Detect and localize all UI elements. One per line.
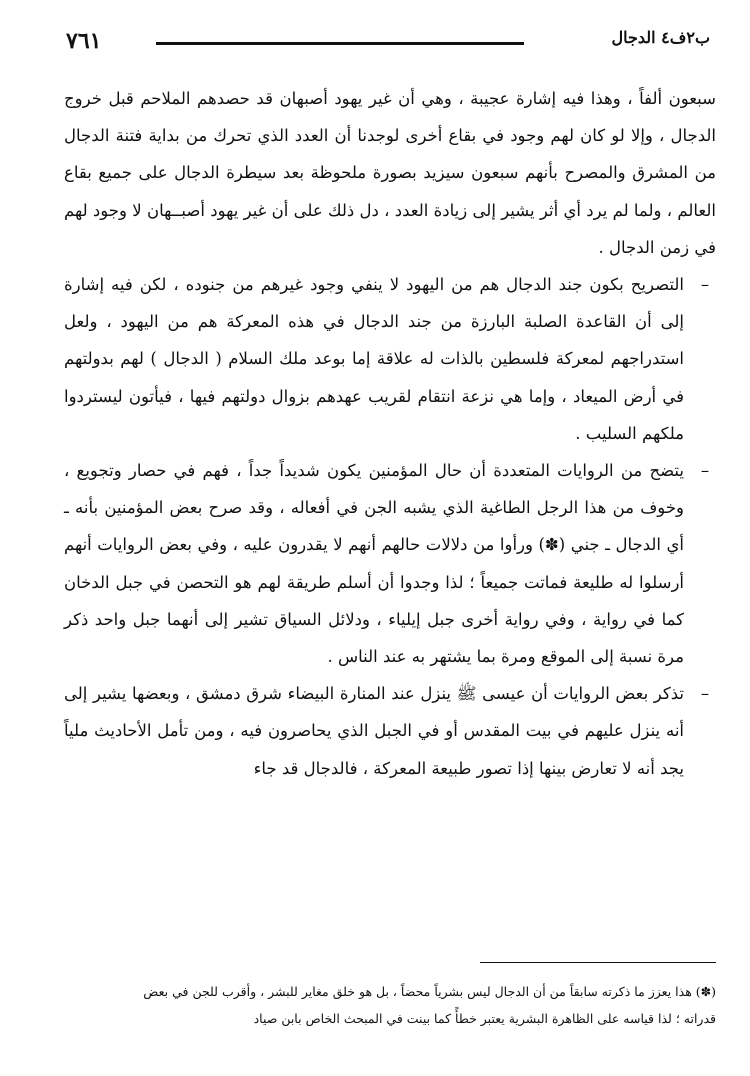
paragraph: سبعون ألفاً ، وهذا فيه إشارة عجيبة ، وهي أن غير يهود أصبهان قد حصدهم الملاحم قبل خروج الدجال ، وإلا لو كان لهم وجود في بقاع أخرى لوجدنا أن العدد الذي تحرك من بداية فتنة الدجال من المشرق والمصرح بأنهم سبعون سيزيد بصورة ملحوظة بعد سيطرة الدجال على جميع بقاع العالم ، ولما لم يرد أي أثر يشير إلى زيادة العدد ، دل ذلك على أن غير يهود أصبــهان لا وجود لهم في زمن الدجال .: [64, 89, 716, 257]
bullet-paragraph: [64, 452, 716, 675]
bullet-paragraph: [64, 675, 716, 787]
bullet-text: يتضح من الروايات المتعددة أن حال المؤمنين يكون شديداً جداً ، فهم في حصار وتجويع ، وخوف من هذا الرجل الطاغية الذي يشبه الجن في أفعاله ، وقد صرح بعض المؤمنين بأنه ـ أي الدجال ـ جني (✽) ورأوا من دلالات حالهم أنهم لا يقدرون عليه ، وفي بعض الروايات أنهم أرسلوا له طليعة فماتت جميعاً ؛ لذا وجدوا أن أسلم طريقة لهم هو التحصن في جبل الدخان كما في رواية ، وفي رواية أخرى جبل إيلياء ، ودلائل السياق تشير إلى أنهما جبل واحد ذكر مرة نسبة إلى الموقع ومرة بما يشتهر به عند الناس .: [64, 461, 684, 667]
dash-marker: –: [700, 684, 710, 704]
footnote-line: (✽) هذا يعزز ما ذكرته سابقاً من أن الدجال ليس بشرياً محضاً ، بل هو خلق مغاير للبشر ، وأقرب للجن في بعض: [143, 984, 716, 999]
bullet-text: التصريح بكون جند الدجال هم من اليهود لا ينفي وجود غيرهم من جنوده ، لكن فيه إشارة إلى أن القاعدة الصلبة البارزة من جند الدجال في هذه المعركة هم من اليهود ، ولعل استدراجهم لمعركة فلسطين بالذات له علاقة إما بوعد ملك السلام ( الدجال ) لهم بدولتهم في أرض الميعاد ، وإما هي نزعة انتقام لقريب عهدهم بزوال دولتهم فيها ، فيأتون ليستردوا ملكهم السليب .: [64, 275, 684, 443]
dash-marker: –: [700, 275, 710, 295]
page-header: [60, 24, 710, 60]
footnote-line: قدراته ؛ لذا قياسه على الظاهرة البشرية يعتبر خطأً كما بينت في المبحث الخاص بابن صياد: [253, 1011, 716, 1026]
bullet-text: تذكر بعض الروايات أن عيسى ﷺ ينزل عند المنارة البيضاء شرق دمشق ، وبعضها يشير إلى أنه ينزل عليهم في بيت المقدس أو في الجبل الذي يحاصرون فيه ، ومن تأمل الأحاديث ملياً يجد أنه لا تعارض بينها إذا تصور طبيعة المعركة ، فالدجال قد جاء: [64, 684, 684, 778]
footnote-separator: [480, 962, 716, 963]
bullet-paragraph: [64, 266, 716, 452]
dash-marker: –: [700, 461, 710, 481]
main-text: [64, 80, 716, 787]
chapter-title: ب٢ف٤ الدجال: [611, 28, 710, 47]
page-number: ٧٦١: [66, 28, 102, 54]
header-rule: [156, 42, 524, 45]
footnote: [64, 978, 716, 1032]
